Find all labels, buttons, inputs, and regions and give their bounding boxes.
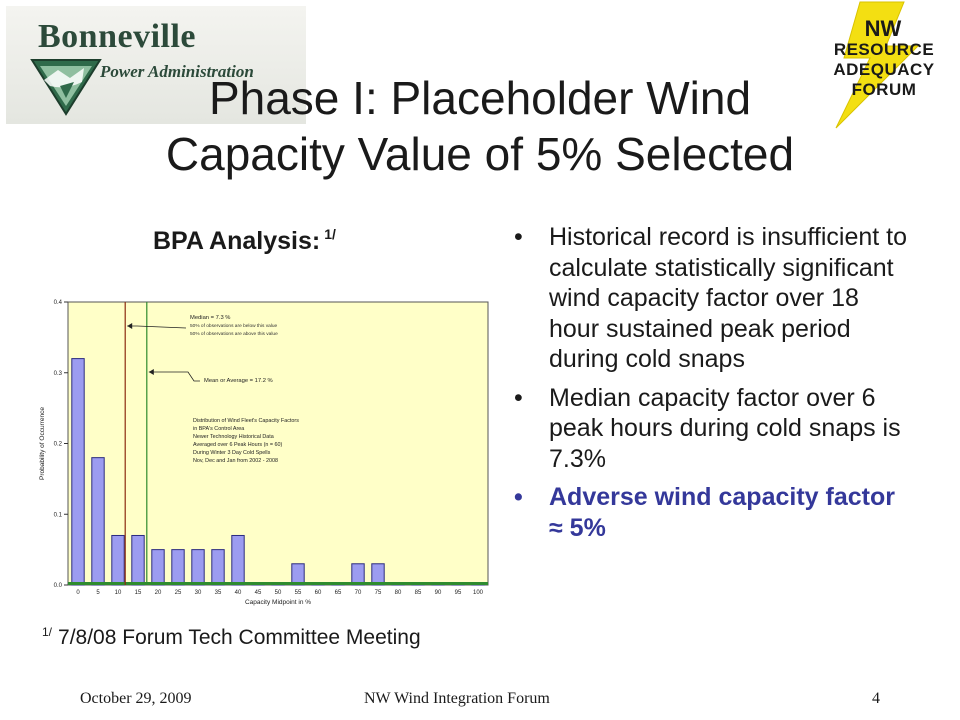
- y-axis-title: Probability of Occurrence: [39, 407, 46, 480]
- bar: [372, 564, 384, 585]
- y-tick-label: 0.2: [53, 441, 62, 448]
- bullet-text-3: Adverse wind capacity factor ≈ 5%: [549, 483, 895, 542]
- bar: [352, 564, 364, 585]
- x-tick-label: 25: [174, 590, 182, 596]
- x-tick-label: 70: [354, 590, 362, 596]
- bpa-logo-subtitle: Power Administration: [100, 62, 254, 81]
- chart-description-line: Nov, Dec and Jan from 2002 - 2008: [193, 458, 278, 464]
- nw-logo-line-3: ADEQUACY: [833, 60, 935, 79]
- footnote-text: 7/8/08 Forum Tech Committee Meeting: [58, 626, 421, 649]
- x-tick-label: 90: [434, 590, 442, 596]
- x-tick-label: 5: [96, 590, 100, 596]
- nw-logo-line-4: FORUM: [851, 80, 917, 99]
- x-tick-label: 45: [254, 590, 262, 596]
- footer-date: October 29, 2009: [80, 690, 192, 707]
- footer-event: NW Wind Integration Forum: [364, 690, 550, 707]
- bullet-item-1: [514, 222, 914, 375]
- bar: [92, 458, 104, 585]
- chart-heading-label: BPA Analysis:: [153, 227, 321, 255]
- slide-title: [60, 70, 900, 182]
- y-tick-label: 0.1: [53, 512, 62, 519]
- bar: [72, 359, 84, 585]
- x-tick-label: 60: [314, 590, 322, 596]
- chart-description-line: Newer Technology Historical Data: [193, 434, 274, 440]
- footnote: [42, 625, 421, 650]
- nw-logo-line-1: NW: [864, 16, 902, 41]
- x-tick-label: 95: [454, 590, 462, 596]
- x-axis-title: Capacity Midpoint in %: [244, 599, 312, 606]
- x-tick-label: 20: [154, 590, 162, 596]
- x-tick-label: 15: [134, 590, 142, 596]
- x-tick-label: 40: [234, 590, 242, 596]
- x-tick-label: 75: [374, 590, 382, 596]
- bar: [192, 550, 204, 585]
- slide-title-line-2: Capacity Value of 5% Selected: [165, 128, 795, 180]
- bar: [292, 564, 304, 585]
- median-annotation-line: 50% of observations are below this value: [190, 324, 278, 329]
- x-tick-label: 10: [114, 590, 122, 596]
- x-tick-label: 65: [334, 590, 342, 596]
- x-tick-label: 85: [414, 590, 422, 596]
- chart-description-line: During Winter 3 Day Cold Spells: [193, 450, 271, 456]
- x-tick-label: 35: [214, 590, 222, 596]
- bpa-logo-name: Bonneville: [38, 18, 197, 55]
- x-tick-label: 55: [294, 590, 302, 596]
- bar: [212, 550, 224, 585]
- footnote-ref: 1/: [42, 625, 53, 639]
- y-tick-label: 0.4: [53, 300, 62, 306]
- x-tick-label: 30: [194, 590, 202, 596]
- chart-svg: [38, 292, 496, 614]
- bar: [172, 550, 184, 585]
- chart-description-line: Distribution of Wind Fleet's Capacity Factors: [193, 418, 299, 424]
- bullet-item-2: [514, 383, 914, 475]
- chart-heading-footnote-ref: 1/: [324, 226, 336, 242]
- x-tick-label: 50: [274, 590, 282, 596]
- bullet-item-3: [514, 482, 914, 543]
- bullet-text-2: Median capacity factor over 6 peak hours during cold snaps is 7.3%: [549, 383, 901, 473]
- bar: [232, 535, 244, 585]
- bullet-marker: •: [514, 223, 523, 251]
- chart-description-line: Averaged over 6 Peak Hours (n = 60): [193, 442, 283, 448]
- chart-heading: [153, 226, 336, 256]
- chart-description-line: in BPA's Control Area: [193, 426, 245, 432]
- bullet-text-1: Historical record is insufficient to calculate statistically significant wind capacity factor over 18 hour sustained peak period during cold snaps: [549, 223, 908, 373]
- capacity-factor-chart: [38, 292, 496, 614]
- mean-annotation: Mean or Average = 17.2 %: [204, 378, 273, 384]
- median-annotation-title: Median = 7.3 %: [190, 315, 231, 321]
- plot-floor: [68, 582, 488, 585]
- y-tick-label: 0.0: [53, 583, 62, 589]
- bullet-marker: •: [514, 383, 523, 412]
- slide-title-line-1: Phase I: Placeholder Wind: [208, 72, 752, 124]
- bullet-marker: •: [514, 483, 523, 511]
- nw-logo-line-2: RESOURCE: [833, 40, 935, 59]
- x-tick-label: 100: [472, 590, 484, 596]
- bar: [112, 535, 124, 585]
- x-tick-label: 80: [394, 590, 402, 596]
- median-annotation-line: 50% of observations are above this value: [190, 332, 278, 337]
- bar: [132, 535, 144, 585]
- footer-page-number: 4: [872, 690, 880, 707]
- bar: [152, 550, 164, 585]
- bullet-list: [514, 222, 914, 551]
- x-tick-label: 0: [76, 590, 80, 596]
- y-tick-label: 0.3: [53, 370, 62, 377]
